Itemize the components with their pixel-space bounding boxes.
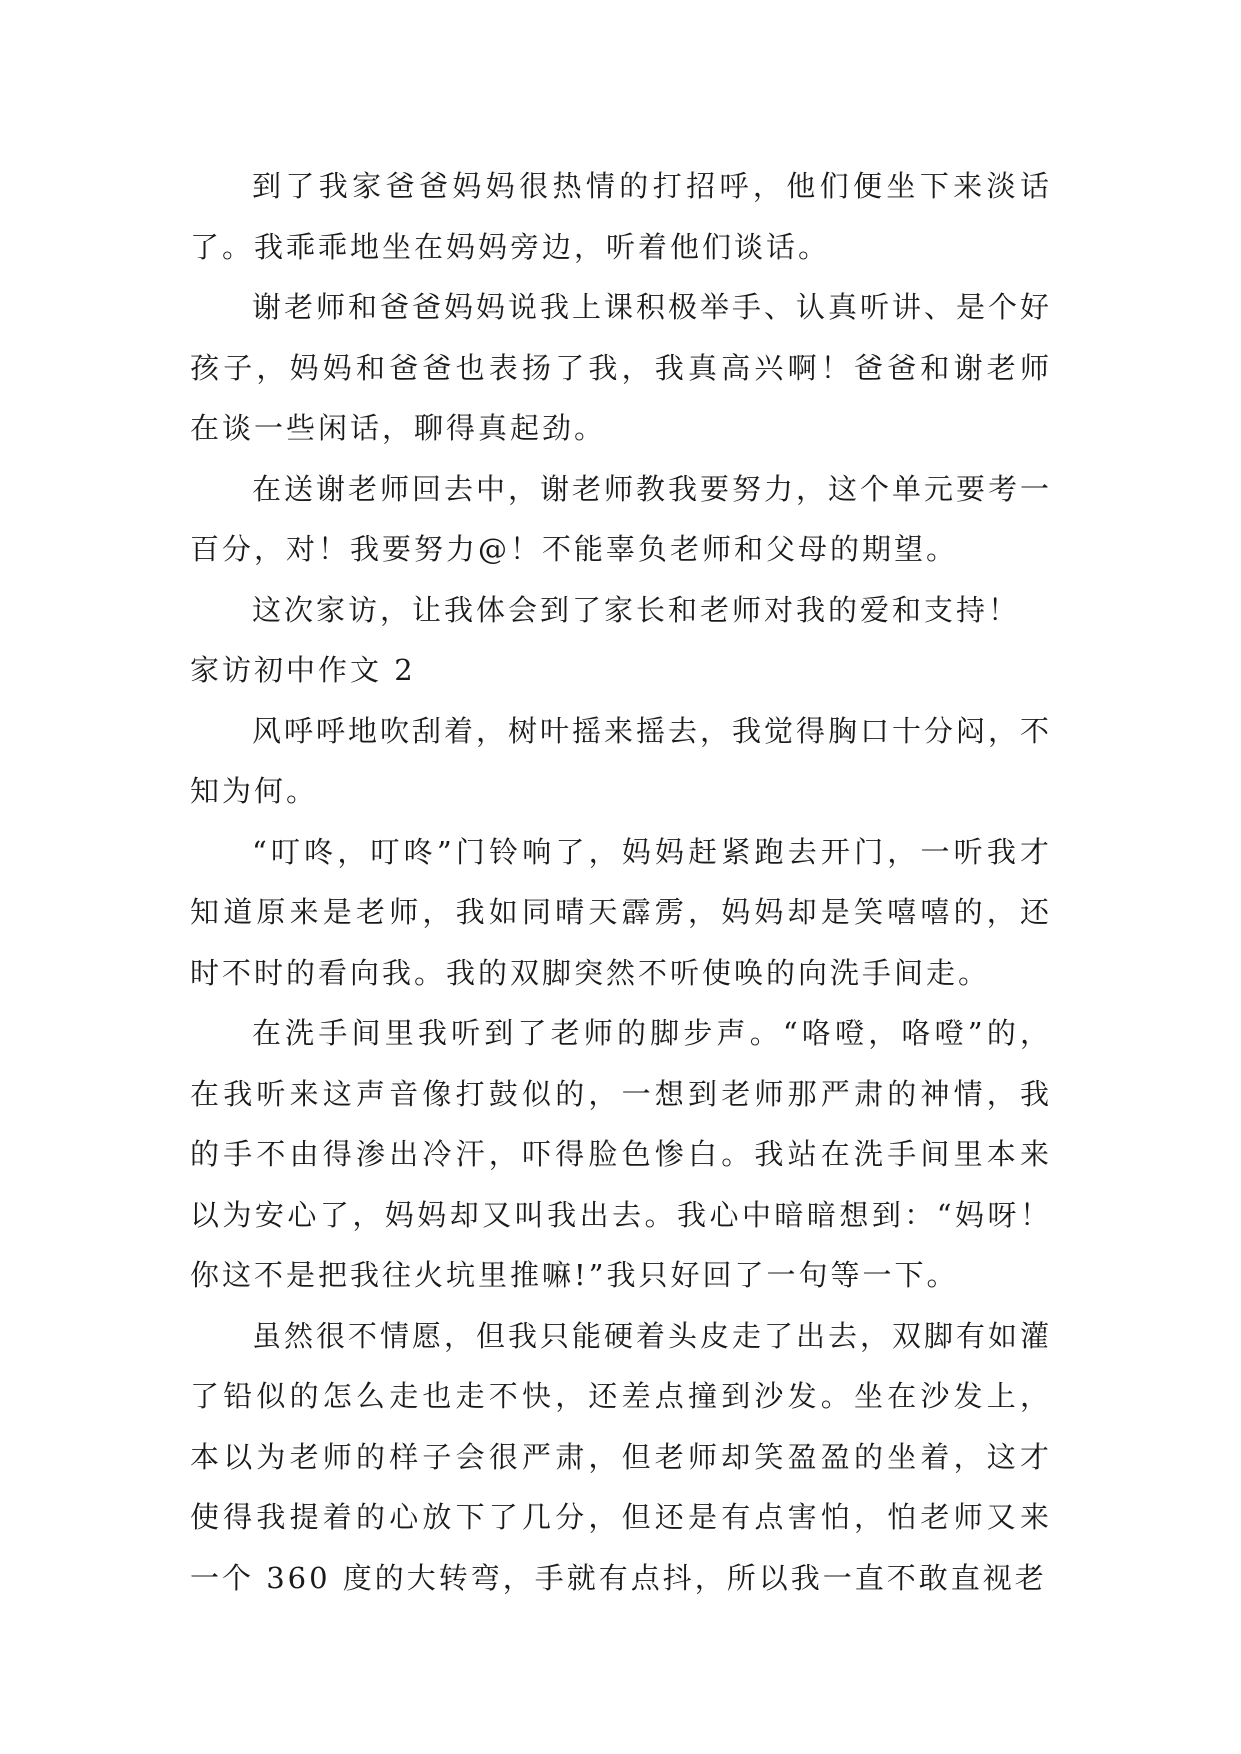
paragraph: 虽然很不情愿，但我只能硬着头皮走了出去，双脚有如灌了铅似的怎么走也走不快，还差点撞到沙发。坐在沙发上，本以为老师的样子会很严肃，但老师却笑盈盈的坐着，这才使得我提着的心放下了几分，但还是有点害怕，怕老师又来一个 360 度的大转弯，手就有点抖，所以我一直不敢直视老 bbox=[190, 1318, 1053, 1595]
paragraph: 在送谢老师回去中，谢老师教我要努力，这个单元要考一百分，对！我要努力@！不能辜负老师和父母的期望。 bbox=[190, 471, 1053, 566]
section-title: 家访初中作文 2 bbox=[190, 653, 416, 687]
paragraph: “叮咚，叮咚”门铃响了，妈妈赶紧跑去开门，一听我才知道原来是老师，我如同晴天霹雳，妈妈却是笑嘻嘻的，还时不时的看向我。我的双脚突然不听使唤的向洗手间走。 bbox=[190, 834, 1052, 990]
document-body bbox=[190, 156, 1052, 1608]
paragraph: 谢老师和爸爸妈妈说我上课积极举手、认真听讲、是个好孩子，妈妈和爸爸也表扬了我，我真高兴啊！爸爸和谢老师在谈一些闲话，聊得真起劲。 bbox=[190, 290, 1053, 445]
paragraph: 到了我家爸爸妈妈很热情的打招呼，他们便坐下来淡话了。我乖乖地坐在妈妈旁边，听着他们谈话。 bbox=[190, 169, 1052, 264]
paragraph: 风呼呼地吹刮着，树叶摇来摇去，我觉得胸口十分闷，不知为何。 bbox=[190, 713, 1053, 808]
paragraph: 在洗手间里我听到了老师的脚步声。“咯噔，咯噔”的，在我听来这声音像打鼓似的，一想到老师那严肃的神情，我的手不由得渗出冷汗，吓得脸色惨白。我站在洗手间里本来以为安心了，妈妈却又叫我出去。我心中暗暗想到：“妈呀！你这不是把我往火坑里推嘛!”我只好回了一句等一下。 bbox=[190, 1016, 1052, 1292]
paragraph: 这次家访，让我体会到了家长和老师对我的爱和支持！ bbox=[252, 592, 1021, 627]
